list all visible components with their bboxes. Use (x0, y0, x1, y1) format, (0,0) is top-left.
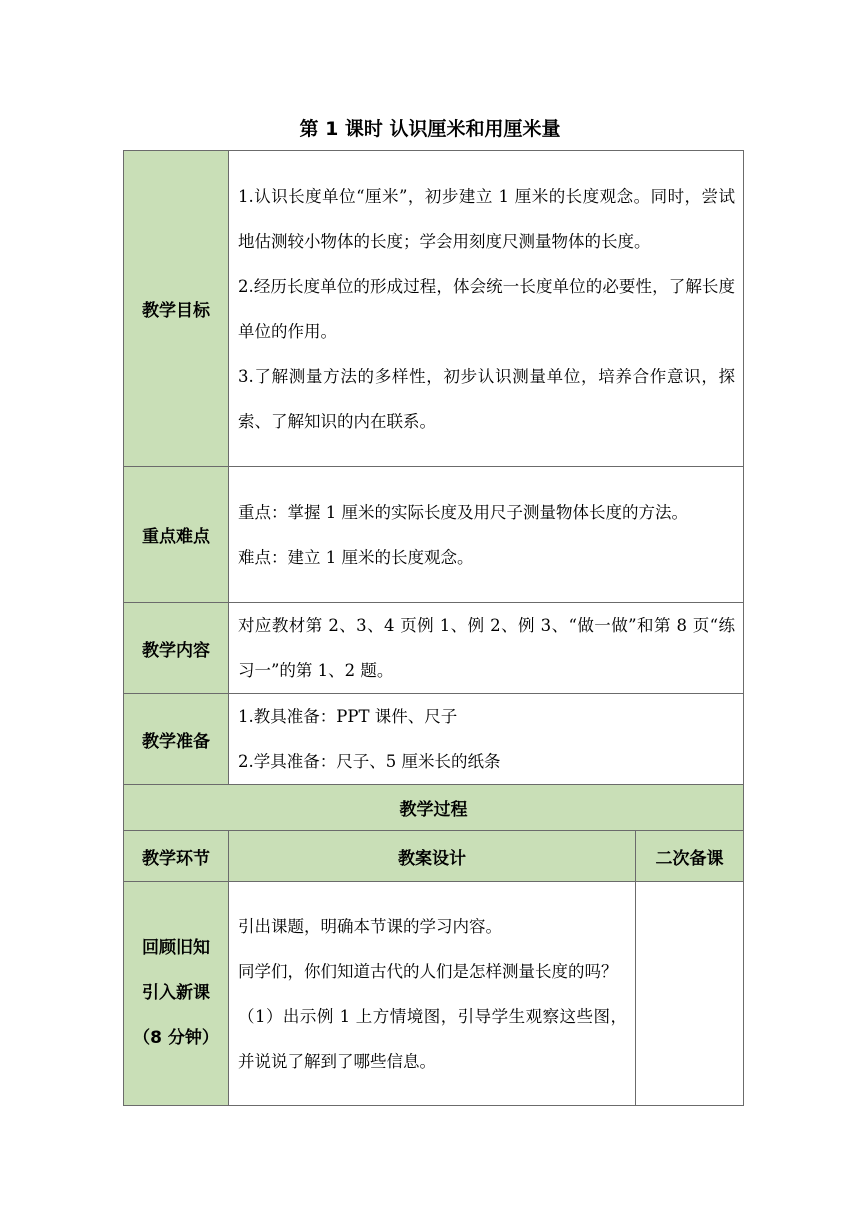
key-points-label: 重点难点 (124, 467, 229, 603)
objective-3: 3.了解测量方法的多样性，初步认识测量单位，培养合作意识，探索、了解知识的内在联系。 (238, 366, 736, 431)
preparation-label: 教学准备 (124, 694, 229, 785)
objective-2: 2.经历长度单位的形成过程，体会统一长度单位的必要性，了解长度单位的作用。 (238, 276, 736, 341)
stage1-label-line1: 回顾旧知 (142, 938, 210, 958)
process-heading: 教学过程 (124, 785, 744, 831)
stage1-line-1: 引出课题，明确本节课的学习内容。 (238, 916, 502, 936)
stage1-row (124, 882, 744, 1106)
content-row (124, 603, 744, 694)
teacher-tools: 1.教具准备：PPT 课件、尺子 (238, 707, 458, 726)
stage1-design (229, 882, 636, 1106)
col-stage-header: 教学环节 (124, 831, 229, 882)
stage1-line-3: （1）出示例 1 上方情境图，引导学生观察这些图，并说说了解到了哪些信息。 (238, 1006, 627, 1071)
objective-1: 1.认识长度单位“厘米”，初步建立 1 厘米的长度观念。同时，尝试地估测较小物体的长度；学会用刻度尺测量物体的长度。 (238, 186, 736, 251)
stage1-line-2: 同学们，你们知道古代的人们是怎样测量长度的吗？ (238, 961, 618, 981)
stage1-label-line3: （8 分钟） (133, 1028, 219, 1048)
preparation-row (124, 694, 744, 785)
process-columns-row (124, 831, 744, 882)
difficult-point: 难点：建立 1 厘米的长度观念。 (238, 547, 474, 567)
preparation-content (229, 694, 744, 785)
lesson-plan-table (123, 150, 744, 1106)
objectives-row (124, 151, 744, 467)
stage1-label (124, 882, 229, 1106)
key-point: 重点：掌握 1 厘米的实际长度及用尺子测量物体长度的方法。 (238, 502, 688, 522)
student-tools: 2.学具准备：尺子、5 厘米长的纸条 (238, 752, 501, 771)
objectives-content (229, 151, 744, 467)
key-points-row (124, 467, 744, 603)
stage1-label-line2: 引入新课 (142, 983, 210, 1003)
content-label: 教学内容 (124, 603, 229, 694)
content-line: 对应教材第 2、3、4 页例 1、例 2、例 3、“做一做”和第 8 页“练习一”的第 1、2 题。 (238, 616, 736, 680)
objectives-label: 教学目标 (124, 151, 229, 467)
process-heading-row (124, 785, 744, 831)
content-text (229, 603, 744, 694)
col-design-header: 教案设计 (229, 831, 636, 882)
stage1-notes (636, 882, 744, 1106)
lesson-title: 第 1 课时 认识厘米和用厘米量 (299, 118, 561, 140)
col-notes-header: 二次备课 (636, 831, 744, 882)
key-points-content (229, 467, 744, 603)
